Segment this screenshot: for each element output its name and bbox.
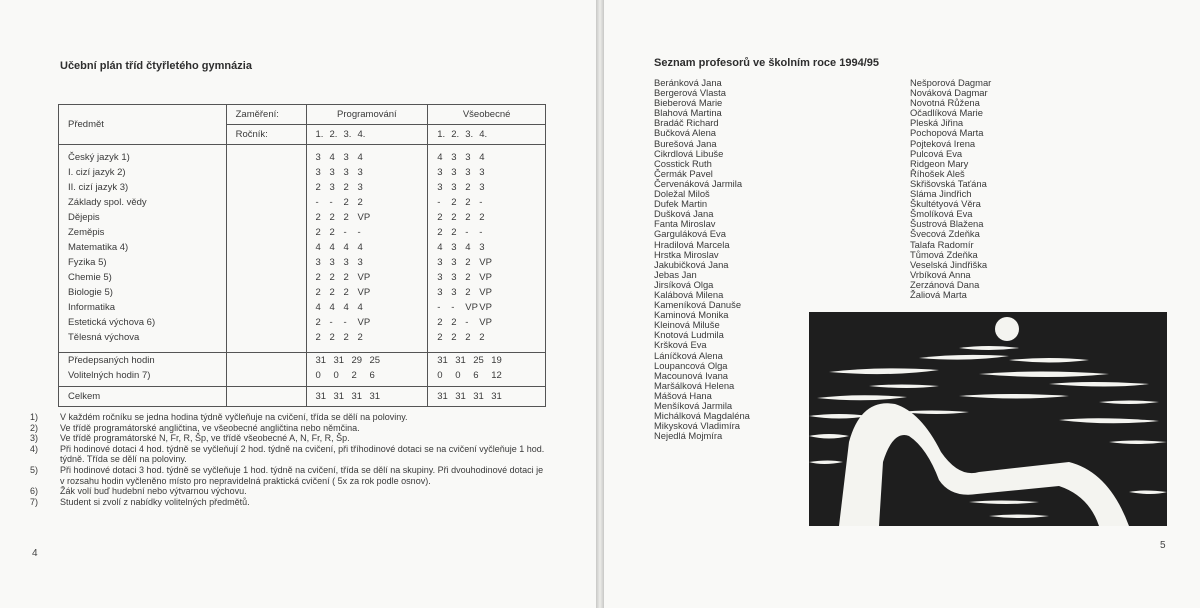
staff-name: Macounová Ivana	[654, 369, 729, 381]
staff-name: Garguláková Eva	[654, 228, 726, 240]
footnote-text: Při hodinové dotaci 3 hod. týdně se vyčleňuje 1 hod. týdně na cvičení, třída se dělí na skupiny. Při dvouhodinové dotaci je v rozsahu hodin vyčleněno místo pro nepravidelná praktická cvičení ( 5x za rok podle osnov).	[60, 464, 544, 486]
value-cell: 31	[455, 355, 466, 366]
staff-name: Michálková Magdaléna	[654, 410, 750, 422]
value-cell: VP	[357, 212, 371, 223]
value-cell: 2	[437, 212, 443, 223]
value-cell: 4	[465, 242, 471, 253]
value-cell: VP	[465, 302, 478, 313]
table-row	[59, 301, 546, 316]
value-cell: 3	[465, 167, 471, 178]
year-cell: 4.	[479, 129, 488, 140]
value-cell: 2	[479, 332, 485, 343]
value-cell: 2	[329, 227, 335, 238]
value-cell: 4	[329, 242, 335, 253]
subject-name: Informatika	[59, 301, 227, 316]
value-cell: 3	[451, 242, 457, 253]
value-cell: 3	[315, 167, 321, 178]
value-cell: 2	[437, 317, 443, 328]
value-cell: 31	[437, 355, 448, 366]
table-row	[59, 196, 546, 211]
staff-name: Bieberová Marie	[654, 97, 723, 109]
staff-name: Šmolíková Eva	[910, 208, 973, 220]
staff-name: Burešová Jana	[654, 137, 717, 149]
staff-name: Bradáč Richard	[654, 117, 719, 129]
value-cell: 31	[437, 391, 448, 402]
staff-name: Tůmová Zdeňka	[910, 248, 978, 260]
value-cell: 3	[437, 257, 443, 268]
value-cell: 3	[437, 272, 443, 283]
staff-name: Pulcová Eva	[910, 147, 963, 159]
footnote-text: Ve třídě programátorské angličtina, ve všeobecné angličtina nebo němčina.	[60, 422, 360, 433]
value-cell: 3	[343, 257, 349, 268]
staff-list-column-1	[654, 78, 750, 441]
value-cell: 2	[315, 332, 321, 343]
staff-name: Fanta Miroslav	[654, 218, 716, 230]
staff-name: Šustrová Blažena	[910, 218, 984, 230]
required-label: Předepsaných hodin	[59, 353, 227, 370]
value-cell: 3	[479, 167, 485, 178]
value-cell: -	[329, 317, 333, 328]
value-cell: 19	[491, 355, 502, 366]
value-cell: 0	[455, 370, 461, 381]
value-cell: -	[465, 317, 469, 328]
value-cell: 2	[451, 212, 457, 223]
value-cell: 3	[343, 152, 349, 163]
value-cell: 31	[351, 391, 363, 402]
staff-name: Loupancová Olga	[654, 359, 728, 371]
value-cell: 3	[437, 287, 443, 298]
staff-name: Pojteková Irena	[910, 137, 976, 149]
footnote-item	[30, 412, 550, 423]
staff-name: Hrstka Miroslav	[654, 248, 719, 260]
value-cell: 2	[465, 197, 471, 208]
value-cell: 4	[479, 152, 485, 163]
value-cell: 3	[451, 182, 457, 193]
value-cell: 3	[451, 257, 457, 268]
staff-name: Knotová Ludmila	[654, 329, 724, 341]
value-cell: 2	[465, 257, 471, 268]
value-cell: 3	[343, 167, 349, 178]
subject-name: Zeměpis	[59, 226, 227, 241]
value-cell: VP	[357, 287, 371, 298]
value-cell: 2	[343, 197, 349, 208]
staff-name: Hradilová Marcela	[654, 238, 730, 250]
staff-name: Doležal Miloš	[654, 188, 710, 200]
subject-name: Dějepis	[59, 211, 227, 226]
staff-name: Kleinová Miluše	[654, 319, 720, 331]
staff-name: Pleská Jiřina	[910, 117, 964, 129]
footnote-item	[30, 486, 550, 497]
staff-name: Zerzánová Dana	[910, 278, 980, 290]
year-cell: 2.	[329, 129, 338, 140]
subject-name: Estetická výchova 6)	[59, 316, 227, 331]
staff-name: Bučková Alena	[654, 127, 717, 139]
staff-name: Bergerová Vlasta	[654, 87, 726, 99]
year-cell: 4.	[357, 129, 366, 140]
value-cell: 2	[315, 227, 321, 238]
group-general: Všeobecné	[428, 105, 546, 125]
subject-name: Biologie 5)	[59, 286, 227, 301]
year-cell: 2.	[451, 129, 460, 140]
value-cell: 3	[315, 257, 321, 268]
value-cell: 2	[451, 317, 457, 328]
staff-name: Jakubičková Jana	[654, 258, 729, 270]
value-cell: 6	[473, 370, 479, 381]
value-cell: 0	[437, 370, 443, 381]
value-cell: 3	[465, 152, 471, 163]
value-cell: 2	[315, 182, 321, 193]
value-cell: 4	[437, 152, 443, 163]
staff-name: Sláma Jindřich	[910, 188, 972, 200]
value-cell: 3	[315, 152, 321, 163]
value-cell: 31	[315, 391, 327, 402]
footnote-item	[30, 465, 550, 486]
footnote-number: 5)	[30, 464, 39, 475]
staff-name: Dušková Jana	[654, 208, 714, 220]
footnote-text: Ve třídě programátorské N, Fr, R, Šp, ve třídě všeobecné A, N, Fr, R, Šp.	[60, 433, 350, 444]
value-cell: 2	[343, 182, 349, 193]
footnote-text: Žák volí buď hudební nebo výtvarnou výchovu.	[60, 486, 247, 497]
left-page	[0, 0, 596, 608]
staff-name: Dufek Martin	[654, 198, 708, 210]
value-cell: 2	[315, 287, 321, 298]
staff-name: Pochopová Marta	[910, 127, 984, 139]
value-cell: 4	[357, 242, 363, 253]
staff-name: Nešporová Dagmar	[910, 77, 992, 88]
subject-name: Matematika 4)	[59, 241, 227, 256]
table-row	[59, 271, 546, 286]
staff-name: Kameníková Danuše	[654, 299, 742, 311]
staff-name: Žaliová Marta	[910, 288, 967, 300]
footnotes	[30, 412, 550, 507]
value-cell: -	[343, 227, 347, 238]
value-cell: 3	[437, 167, 443, 178]
value-cell: 2	[465, 182, 471, 193]
value-cell: 2	[329, 212, 335, 223]
value-cell: 0	[333, 370, 339, 381]
staff-name: Ridgeon Mary	[910, 157, 969, 169]
table-row	[59, 151, 546, 166]
value-cell: 3	[357, 182, 363, 193]
value-cell: 31	[455, 391, 466, 402]
page-number-left: 4	[32, 548, 38, 559]
elective-row	[59, 369, 546, 387]
staff-name: Červenáková Jarmila	[654, 177, 743, 189]
total-label: Celkem	[59, 387, 227, 407]
footnote-text: Student si zvolí z nabídky volitelných předmětů.	[60, 496, 250, 507]
value-cell: 4	[343, 302, 349, 313]
value-cell: 2	[315, 272, 321, 283]
value-cell: -	[357, 227, 361, 238]
table-row	[59, 166, 546, 181]
value-cell: 2	[479, 212, 485, 223]
staff-name: Cosstick Ruth	[654, 157, 712, 169]
value-cell: 31	[315, 355, 327, 366]
table-header-row	[59, 105, 546, 125]
subject-name: I. cizí jazyk 2)	[59, 166, 227, 181]
value-cell: 4	[329, 152, 335, 163]
value-cell: VP	[357, 272, 371, 283]
value-cell: 31	[369, 391, 381, 402]
staff-name: Čermák Pavel	[654, 167, 713, 179]
staff-name: Skřišovská Taťána	[910, 177, 987, 189]
footnote-item	[30, 497, 550, 508]
value-cell: 2	[437, 332, 443, 343]
header-subject: Předmět	[59, 105, 227, 145]
value-cell: 3	[479, 182, 485, 193]
value-cell: 0	[315, 370, 321, 381]
footnote-number: 3)	[30, 433, 39, 444]
table-row	[59, 211, 546, 226]
staff-name: Mikysková Vladimíra	[654, 420, 740, 432]
value-cell: 2	[357, 332, 363, 343]
value-cell: 2	[343, 212, 349, 223]
value-cell: 3	[437, 182, 443, 193]
value-cell: 2	[465, 272, 471, 283]
group-programming: Programování	[306, 105, 428, 125]
table-row	[59, 286, 546, 301]
value-cell: 2	[343, 287, 349, 298]
value-cell: 2	[329, 287, 335, 298]
elective-label: Volitelných hodin 7)	[59, 369, 227, 387]
value-cell: 3	[329, 182, 335, 193]
years-programming	[306, 125, 428, 145]
year-cell: 3.	[343, 129, 352, 140]
value-cell: VP	[479, 317, 492, 328]
curriculum-table	[58, 104, 546, 407]
staff-name: Říhošek Aleš	[910, 167, 965, 179]
value-cell: 31	[333, 355, 345, 366]
staff-name: Talafa Radomír	[910, 238, 974, 250]
value-cell: 12	[491, 370, 502, 381]
staff-name: Menšíková Jarmila	[654, 400, 733, 411]
staff-name: Škultétyová Věra	[910, 198, 981, 210]
staff-name: Kršková Eva	[654, 339, 707, 351]
curriculum-title: Učební plán tříd čtyřletého gymnázia	[60, 60, 252, 72]
value-cell: 2	[343, 272, 349, 283]
value-cell: 3	[479, 242, 485, 253]
value-cell: 2	[329, 332, 335, 343]
value-cell: 4	[315, 242, 321, 253]
staff-name: Veselská Jindřiška	[910, 258, 988, 270]
value-cell: 4	[437, 242, 443, 253]
value-cell: -	[437, 302, 441, 313]
value-cell: 2	[465, 212, 471, 223]
value-cell: 25	[473, 355, 484, 366]
value-cell: 3	[451, 167, 457, 178]
value-cell: 2	[315, 317, 321, 328]
staff-name: Nováková Dagmar	[910, 87, 988, 99]
value-cell: 2	[343, 332, 349, 343]
book-gutter	[596, 0, 604, 608]
staff-name: Beránková Jana	[654, 77, 722, 88]
table-row	[59, 256, 546, 271]
footnote-number: 6)	[30, 486, 39, 497]
value-cell: 2	[437, 227, 443, 238]
subject-name: Český jazyk 1)	[59, 151, 227, 166]
table-row	[59, 331, 546, 346]
value-cell: -	[315, 197, 319, 208]
staff-name: Vrbíková Anna	[910, 268, 971, 280]
footnote-number: 7)	[30, 496, 39, 507]
footnote-text: V každém ročníku se jedna hodina týdně vyčleňuje na cvičení, třída se dělí na poloviny.	[60, 412, 408, 422]
table-row	[59, 241, 546, 256]
staff-name: Jebas Jan	[654, 268, 697, 280]
header-focus: Zaměření:	[226, 105, 306, 125]
value-cell: VP	[479, 302, 492, 313]
value-cell: 2	[465, 332, 471, 343]
year-cell: 1.	[437, 129, 446, 140]
required-row	[59, 353, 546, 370]
page-number-right: 5	[1160, 540, 1166, 551]
value-cell: 31	[333, 391, 345, 402]
subject-name: Základy spol. vědy	[59, 196, 227, 211]
value-cell: 2	[357, 197, 363, 208]
value-cell: 3	[357, 257, 363, 268]
value-cell: 31	[473, 391, 484, 402]
value-cell: 2	[329, 272, 335, 283]
value-cell: -	[329, 197, 333, 208]
subject-name: Fyzika 5)	[59, 256, 227, 271]
table-row	[59, 226, 546, 241]
value-cell: 4	[343, 242, 349, 253]
footnote-item	[30, 433, 550, 444]
value-cell: VP	[479, 287, 492, 298]
subject-name: Chemie 5)	[59, 271, 227, 286]
year-cell: 1.	[315, 129, 324, 140]
staff-name: Švecová Zdeňka	[910, 228, 980, 240]
value-cell: 3	[329, 257, 335, 268]
staff-name: Novotná Růžena	[910, 97, 980, 109]
value-cell: -	[451, 302, 455, 313]
year-cell: 3.	[465, 129, 474, 140]
value-cell: 6	[369, 370, 375, 381]
value-cell: -	[437, 197, 441, 208]
years-general	[428, 125, 546, 145]
staff-name: Maršálková Helena	[654, 379, 735, 391]
value-cell: -	[479, 197, 483, 208]
value-cell: 2	[465, 287, 471, 298]
value-cell: VP	[357, 317, 371, 328]
footnote-number: 2)	[30, 422, 39, 433]
value-cell: 4	[329, 302, 335, 313]
value-cell: 25	[369, 355, 381, 366]
staff-name: Láníčková Alena	[654, 349, 723, 361]
value-cell: 3	[357, 167, 363, 178]
value-cell: VP	[479, 257, 492, 268]
value-cell: 4	[357, 302, 363, 313]
value-cell: 29	[351, 355, 363, 366]
staff-name: Mášová Hana	[654, 389, 712, 401]
right-page	[604, 0, 1200, 608]
value-cell: 31	[491, 391, 502, 402]
value-cell: 3	[451, 287, 457, 298]
value-cell: 3	[451, 272, 457, 283]
value-cell: 3	[451, 152, 457, 163]
value-cell: 4	[315, 302, 321, 313]
footnote-number: 4)	[30, 443, 39, 454]
value-cell: -	[479, 227, 483, 238]
footnote-text: Při hodinové dotaci 4 hod. týdně se vyčleňují 2 hod. týdně na cvičení, při tříhodinové dotaci se na cvičení vyčleňuje 1 hod. týdně. Třída se dělí na poloviny.	[60, 443, 545, 465]
table-row	[59, 316, 546, 331]
value-cell: -	[465, 227, 469, 238]
subject-name: Tělesná výchova	[59, 331, 227, 346]
value-cell: 2	[451, 197, 457, 208]
value-cell: 2	[315, 212, 321, 223]
value-cell: 2	[451, 332, 457, 343]
staff-name: Kalábová Milena	[654, 288, 724, 300]
staff-name: Očadlíková Marie	[910, 107, 983, 119]
staff-name: Kaminová Monika	[654, 309, 729, 321]
linocut-illustration	[809, 312, 1167, 526]
value-cell: 4	[357, 152, 363, 163]
total-row	[59, 387, 546, 407]
table-row	[59, 181, 546, 196]
footnote-number: 1)	[30, 412, 39, 422]
value-cell: 2	[451, 227, 457, 238]
staff-list-title: Seznam profesorů ve školním roce 1994/95	[654, 57, 879, 69]
value-cell: -	[343, 317, 347, 328]
value-cell: 3	[329, 167, 335, 178]
value-cell: VP	[479, 272, 492, 283]
staff-name: Nejedlá Mojmíra	[654, 430, 723, 442]
value-cell: 2	[351, 370, 357, 381]
header-year: Ročník:	[226, 125, 306, 145]
footnote-item	[30, 444, 550, 465]
staff-name: Jirsíková Olga	[654, 278, 714, 290]
staff-name: Cikrdlová Libuše	[654, 147, 724, 159]
footnote-item	[30, 423, 550, 434]
staff-list-column-2	[910, 78, 991, 300]
staff-name: Blahová Martina	[654, 107, 722, 119]
subject-name: II. cizí jazyk 3)	[59, 181, 227, 196]
